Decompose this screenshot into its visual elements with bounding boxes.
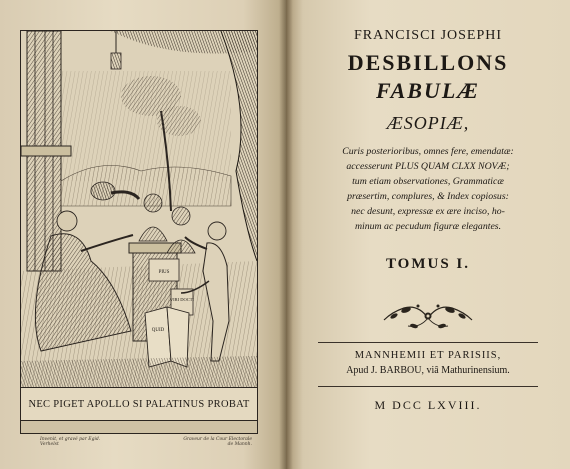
author-first-names: FRANCISCI JOSEPHI bbox=[353, 28, 503, 43]
description-line: præsertim, complures, & Index copiosus: bbox=[347, 191, 509, 202]
tassel bbox=[111, 53, 121, 69]
cherub-head bbox=[208, 222, 226, 240]
imprint-place: MANNHEMII ET PARISIIS, bbox=[354, 350, 502, 361]
description-line: accesserunt PLUS QUAM CLXX NOVÆ; bbox=[346, 161, 510, 172]
book-title: FABULÆ bbox=[375, 78, 481, 103]
bust-left bbox=[144, 194, 162, 212]
muse-head bbox=[57, 211, 77, 231]
author-surname: DESBILLONS bbox=[347, 50, 509, 75]
book-gutter bbox=[279, 0, 293, 469]
floral-ornament bbox=[378, 296, 478, 336]
lion-figure bbox=[91, 182, 115, 200]
rule-divider bbox=[318, 386, 538, 387]
volume-number: TOMUS I. bbox=[385, 256, 471, 272]
description-line: minum ac pecudum figuræ elegantes. bbox=[354, 221, 502, 232]
rule-divider bbox=[318, 342, 538, 343]
tablet-text-left: PIUS bbox=[158, 270, 170, 275]
frontispiece-engraving bbox=[20, 30, 258, 434]
description-line: Curis posterioribus, omnes fere, emendatæ: bbox=[342, 146, 514, 157]
title-description bbox=[300, 144, 556, 234]
description-line: nec desunt, expressæ ex ære inciso, ho- bbox=[351, 206, 505, 217]
book-text: QUID bbox=[151, 328, 165, 333]
bust-right bbox=[172, 207, 190, 225]
frontispiece-caption: NEC PIGET APOLLO SI PALATINUS PROBAT bbox=[21, 387, 257, 421]
engraver-credit-left: Invenit, et gravé par Egid. Verhelst bbox=[40, 437, 101, 447]
description-line: tum etiam observationes, Grammaticæ bbox=[352, 176, 504, 187]
engraver-credit-right: Graveur de la Cour Electorale de Mannh. bbox=[183, 437, 252, 447]
publication-year: M DCC LXVIII. bbox=[374, 398, 482, 412]
imprint-publisher: Apud J. BARBOU, viâ Mathurinensium. bbox=[346, 365, 510, 376]
tablet-text-right: VIRI DOCTI bbox=[169, 297, 195, 302]
book-subtitle: ÆSOPIÆ, bbox=[386, 113, 470, 133]
engraving-illustration bbox=[21, 31, 257, 387]
